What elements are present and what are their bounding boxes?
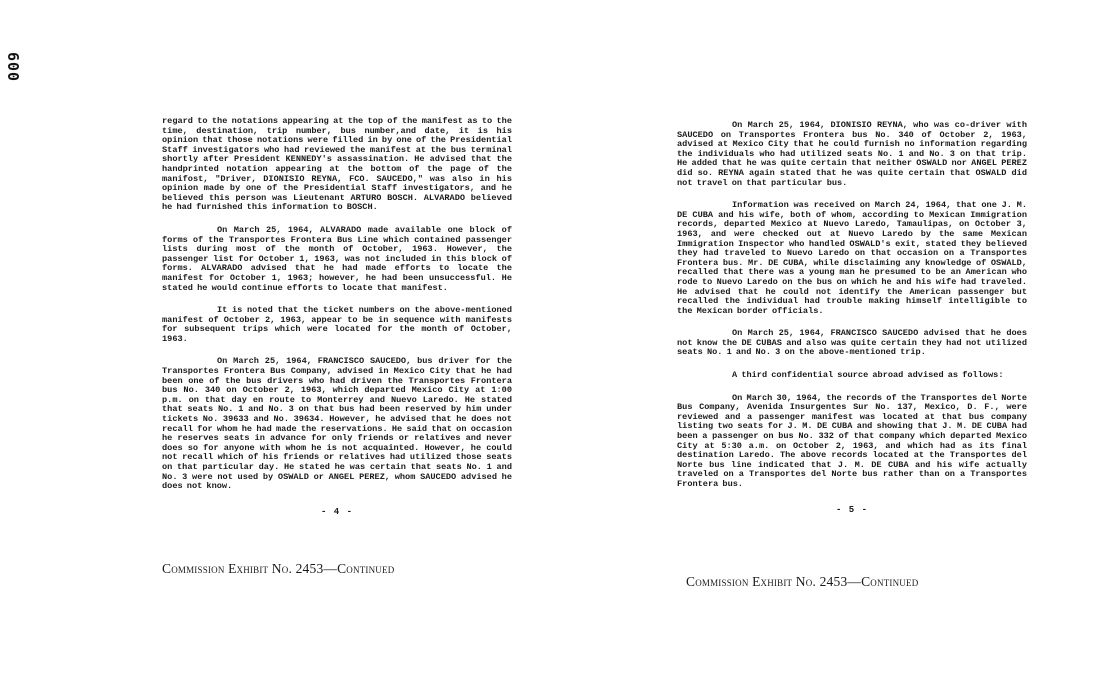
left-paragraph-1: regard to the notations appearing at the top of the manifest as to the time, destination, trip number, bus number,and date, it is his opinion that those notations were filled in by one of the Presidential Staff investigators who had reviewed the manifest at the bus terminal shortly after President KENNEDY's assassination. He advised that the handprinted notation appearing at the bottom of the page of the manifost, "Driver, DIONISIO REYNA, FCO. SAUCEDO," was also in his opinion made by one of the Presidential Staff investigators, and he believed this person was Lieutenant ARTURO BOSCH. ALVARADO believed he had furnished this information to BOSCH. <box>162 116 512 213</box>
left-paragraph-4: On March 25, 1964, FRANCISCO SAUCEDO, bus driver for the Transportes Frontera Bus Company, advised in Mexico City that he had been one of the bus drivers who had driven the Transportes Frontera bus No. 340 on October 2, 1963, which departed Mexico City at 1:00 p.m. on that day en route to Monterrey and Nuevo Laredo. He stated that seats No. 1 and No. 3 on that bus had been reserved by him under tickets No. 39633 and No. 39634. However, he advised that he does not recall for whom he had made the reservations. He said that on occasion he reserves seats in advance for only friends or relatives and never does so for anyone with whom he is not acquainted. However, he could not recall which of his friends or relatives had utilized those seats on that particular day. He stated he was certain that seats No. 1 and No. 3 were not used by OSWALD or ANGEL PEREZ, whom SAUCEDO advised he does not know. <box>162 356 512 492</box>
left-paragraph-3: It is noted that the ticket numbers on the above-mentioned manifest of October 2, 1963, appear to be in sequence with manifests for subsequent trips which were located for the month of October, 1963. <box>162 305 512 344</box>
right-paragraph-5: On March 30, 1964, the records of the Transportes del Norte Bus Company, Avenida Insurgentes Sur No. 137, Mexico, D. F., were reviewed and a passenger manifest was located at that bus company listing two seats for J. M. DE CUBA and showing that J. M. DE CUBA had been a passenger on bus No. 332 of that company which departed Mexico City at 5:30 a.m. on October 2, 1963, and which had as its final destination Laredo. The above records located at the Transportes del Norte bus line indicated that J. M. DE CUBA and his wife actually traveled on a Transportes del Norte bus rather than on a Transportes Frontera bus. <box>677 392 1027 489</box>
left-page-marker: - 4 - <box>320 506 353 517</box>
right-paragraph-4: A third confidential source abroad advised as follows: <box>732 370 1004 381</box>
left-exhibit-caption: Commission Exhibit No. 2453—Continued <box>162 561 395 576</box>
page-number: 600 <box>4 52 22 83</box>
right-page-marker: - 5 - <box>835 504 868 515</box>
right-paragraph-1: On March 25, 1964, DIONISIO REYNA, who was co-driver with SAUCEDO on Transportes Frontera bus No. 340 of October 2, 1963, advised at Mexico City that he could furnish no information regarding the individuals who had utilized seats No. 1 and No. 3 on that trip. He added that he was quite certain that neither OSWALD nor ANGEL PEREZ did so. REYNA again stated that he was quite certain that OSWALD did not travel on that particular bus. <box>677 120 1027 188</box>
right-paragraph-2: Information was received on March 24, 1964, that one J. M. DE CUBA and his wife, both of whom, according to Mexican Immigration records, departed Mexico at Nuevo Laredo, Tamaulipas, on October 3, 1963, and were checked out at Nuevo Laredo by the same Mexican Immigration Inspector who handled OSWALD's exit, stated they believed they had traveled to Nuevo Laredo on that occasion on a Transportes Frontera bus. Mr. DE CUBA, while disclaiming any knowledge of OSWALD, recalled that there was a young man he presumed to be an American who rode to Nuevo Laredo on the bus on which he and his wife had traveled. He advised that he could not identify the American passenger but recalled the individual had trouble making himself intelligible to the Mexican border officials. <box>677 200 1027 316</box>
left-paragraph-2: On March 25, 1964, ALVARADO made available one block of forms of the Transportes Frontera Bus Line which contained passenger lists during most of the month of October, 1963. However, the passenger list for October 1, 1963, was not included in this block of forms. ALVARADO advised that he had made efforts to locate the manifest for October 1, 1963; however, he had been unsuccessful. He stated he would continue efforts to locate that manifest. <box>162 224 512 293</box>
right-column <box>677 121 1027 515</box>
right-paragraph-3: On March 25, 1964, FRANCISCO SAUCEDO advised that he does not know the DE CUBAS and also was quite certain they had not utilized seats No. 1 and No. 3 on the above-mentioned trip. <box>677 328 1027 358</box>
left-column <box>162 117 512 517</box>
right-exhibit-caption: Commission Exhibit No. 2453—Continued <box>686 574 919 589</box>
